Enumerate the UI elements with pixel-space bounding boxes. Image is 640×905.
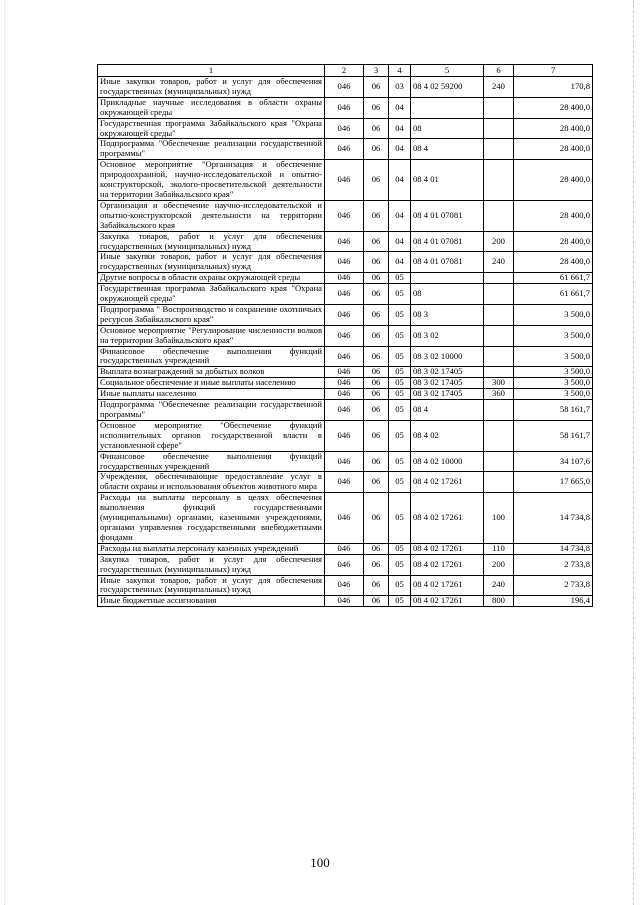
row-expense-type (484, 284, 514, 305)
row-amount: 28 400,0 (514, 200, 593, 231)
row-expense-type (484, 200, 514, 231)
row-amount: 3 500,0 (514, 389, 593, 400)
row-target-article: 08 4 02 17261 (411, 472, 484, 493)
row-name: Иные бюджетные ассигнования (98, 596, 325, 607)
row-target-article: 08 4 02 (411, 420, 484, 451)
row-expense-type (484, 472, 514, 493)
row-section: 06 (364, 284, 389, 305)
row-target-article: 08 3 (411, 304, 484, 325)
row-admin-code: 046 (325, 273, 364, 284)
row-amount: 3 500,0 (514, 325, 593, 346)
row-amount: 3 500,0 (514, 378, 593, 389)
row-subsection: 05 (389, 420, 411, 451)
row-admin-code: 046 (325, 97, 364, 118)
row-section: 06 (364, 304, 389, 325)
row-subsection: 04 (389, 252, 411, 273)
table-row (98, 139, 593, 160)
row-subsection: 04 (389, 97, 411, 118)
row-section: 06 (364, 97, 389, 118)
row-amount: 2 733,8 (514, 575, 593, 596)
row-section: 06 (364, 200, 389, 231)
row-name: Основное мероприятие "Обеспечение функций исполнительных органов государственной власти в установленной сфере" (98, 420, 325, 451)
row-section: 06 (364, 420, 389, 451)
row-expense-type: 110 (484, 543, 514, 554)
row-expense-type: 800 (484, 596, 514, 607)
row-amount: 61 661,7 (514, 273, 593, 284)
row-amount: 3 500,0 (514, 367, 593, 378)
row-amount: 170,8 (514, 77, 593, 98)
table-row (98, 472, 593, 493)
row-name: Основное мероприятие "Организация и обеспечение природоохранной, научно-исследовательской и опытно- конструкторской, эколого-просветительской деятельности на территории Забайкальского края" (98, 160, 325, 201)
row-admin-code: 046 (325, 284, 364, 305)
row-admin-code: 046 (325, 472, 364, 493)
row-name: Социальное обеспечение и иные выплаты населению (98, 378, 325, 389)
row-admin-code: 046 (325, 378, 364, 389)
row-name: Расходы на выплаты персоналу казенных учреждений (98, 543, 325, 554)
row-expense-type (484, 367, 514, 378)
row-section: 06 (364, 160, 389, 201)
row-subsection: 05 (389, 575, 411, 596)
row-target-article: 08 4 02 17261 (411, 554, 484, 575)
row-name: Государственная программа Забайкальского края "Охрана окружающей среды" (98, 118, 325, 139)
row-section: 06 (364, 596, 389, 607)
row-section: 06 (364, 325, 389, 346)
row-target-article: 08 3 02 17405 (411, 367, 484, 378)
row-admin-code: 046 (325, 367, 364, 378)
header-col-3: 3 (364, 65, 389, 77)
row-target-article: 08 4 01 07081 (411, 231, 484, 252)
row-subsection: 05 (389, 400, 411, 421)
row-section: 06 (364, 273, 389, 284)
row-section: 06 (364, 231, 389, 252)
row-amount: 58 161,7 (514, 420, 593, 451)
row-section: 06 (364, 543, 389, 554)
table-row (98, 575, 593, 596)
header-col-6: 6 (484, 65, 514, 77)
row-target-article: 08 4 02 59200 (411, 77, 484, 98)
row-admin-code: 046 (325, 400, 364, 421)
row-target-article: 08 4 02 17261 (411, 493, 484, 544)
table-row (98, 252, 593, 273)
row-admin-code: 046 (325, 554, 364, 575)
row-target-article: 08 4 02 17261 (411, 543, 484, 554)
table-row (98, 389, 593, 400)
row-admin-code: 046 (325, 596, 364, 607)
row-target-article: 08 3 02 10000 (411, 346, 484, 367)
row-target-article: 08 4 (411, 139, 484, 160)
row-admin-code: 046 (325, 493, 364, 544)
row-subsection: 05 (389, 346, 411, 367)
row-amount: 28 400,0 (514, 97, 593, 118)
header-col-7: 7 (514, 65, 593, 77)
row-expense-type (484, 97, 514, 118)
row-target-article: 08 4 (411, 400, 484, 421)
table-row (98, 118, 593, 139)
row-expense-type: 240 (484, 252, 514, 273)
row-amount: 28 400,0 (514, 118, 593, 139)
row-amount: 58 161,7 (514, 400, 593, 421)
table-row (98, 325, 593, 346)
row-admin-code: 046 (325, 346, 364, 367)
row-admin-code: 046 (325, 77, 364, 98)
row-section: 06 (364, 77, 389, 98)
row-target-article: 08 (411, 118, 484, 139)
row-expense-type (484, 346, 514, 367)
row-amount: 14 734,8 (514, 543, 593, 554)
row-subsection: 04 (389, 118, 411, 139)
row-target-article (411, 97, 484, 118)
row-section: 06 (364, 472, 389, 493)
row-subsection: 04 (389, 200, 411, 231)
row-admin-code: 046 (325, 139, 364, 160)
table-row (98, 596, 593, 607)
row-target-article: 08 4 02 17261 (411, 575, 484, 596)
row-subsection: 05 (389, 378, 411, 389)
row-expense-type: 360 (484, 389, 514, 400)
row-target-article: 08 4 01 (411, 160, 484, 201)
row-name: Иные закупки товаров, работ и услуг для обеспечения государственных (муниципальных) нужд (98, 252, 325, 273)
table-row (98, 304, 593, 325)
row-name: Иные выплаты населению (98, 389, 325, 400)
row-name: Выплата вознаграждений за добытых волков (98, 367, 325, 378)
row-name: Учреждения, обеспечивающие предоставление услуг в области охраны и использования объектов животного мира (98, 472, 325, 493)
row-subsection: 05 (389, 554, 411, 575)
row-expense-type (484, 451, 514, 472)
row-admin-code: 046 (325, 160, 364, 201)
row-target-article: 08 3 02 (411, 325, 484, 346)
row-amount: 61 661,7 (514, 284, 593, 305)
row-amount: 28 400,0 (514, 252, 593, 273)
row-name: Организация и обеспечение научно-исследовательской и опытно-конструкторской деятельности на территории Забайкальского края (98, 200, 325, 231)
table-row (98, 284, 593, 305)
table-row (98, 554, 593, 575)
table-row (98, 346, 593, 367)
row-name: Финансовое обеспечение выполнения функций государственных учреждений (98, 346, 325, 367)
row-expense-type (484, 420, 514, 451)
row-subsection: 05 (389, 325, 411, 346)
row-name: Закупка товаров, работ и услуг для обеспечения государственных (муниципальных) нужд (98, 554, 325, 575)
row-name: Другие вопросы в области охраны окружающей среды (98, 273, 325, 284)
row-expense-type (484, 273, 514, 284)
row-expense-type: 240 (484, 575, 514, 596)
row-name: Расходы на выплаты персоналу в целях обеспечения выполнения функций государственными (муниципальными) органами, казенными учреждениями, органами управления государственными внебюджетными фондами (98, 493, 325, 544)
table-row (98, 77, 593, 98)
row-section: 06 (364, 346, 389, 367)
row-expense-type: 200 (484, 231, 514, 252)
scan-edge-right (632, 0, 634, 905)
row-subsection: 04 (389, 160, 411, 201)
row-admin-code: 046 (325, 325, 364, 346)
table-row (98, 543, 593, 554)
row-target-article: 08 4 01 07081 (411, 252, 484, 273)
row-subsection: 05 (389, 304, 411, 325)
row-section: 06 (364, 575, 389, 596)
row-name: Прикладные научные исследования в области охраны окружающей среды (98, 97, 325, 118)
header-col-4: 4 (389, 65, 411, 77)
row-amount: 28 400,0 (514, 231, 593, 252)
table-body (98, 77, 593, 607)
row-section: 06 (364, 493, 389, 544)
row-target-article: 08 3 02 17405 (411, 389, 484, 400)
row-section: 06 (364, 554, 389, 575)
row-name: Финансовое обеспечение выполнения функций государственных учреждений (98, 451, 325, 472)
row-subsection: 05 (389, 389, 411, 400)
row-name: Закупка товаров, работ и услуг для обеспечения государственных (муниципальных) нужд (98, 231, 325, 252)
row-expense-type: 200 (484, 554, 514, 575)
row-admin-code: 046 (325, 389, 364, 400)
row-section: 06 (364, 252, 389, 273)
table-row (98, 231, 593, 252)
table-row (98, 200, 593, 231)
row-target-article: 08 4 01 07081 (411, 200, 484, 231)
row-expense-type (484, 160, 514, 201)
row-name: Иные закупки товаров, работ и услуг для обеспечения государственных (муниципальных) нужд (98, 575, 325, 596)
row-name: Подпрограмма "Обеспечение реализации государственной программы" (98, 400, 325, 421)
row-subsection: 04 (389, 139, 411, 160)
row-amount: 2 733,8 (514, 554, 593, 575)
row-subsection: 05 (389, 273, 411, 284)
row-section: 06 (364, 367, 389, 378)
row-amount: 34 107,6 (514, 451, 593, 472)
row-section: 06 (364, 139, 389, 160)
row-target-article: 08 4 02 10000 (411, 451, 484, 472)
row-subsection: 05 (389, 367, 411, 378)
row-expense-type (484, 304, 514, 325)
table-row (98, 451, 593, 472)
page-number: 100 (310, 855, 330, 870)
header-col-2: 2 (325, 65, 364, 77)
row-amount: 28 400,0 (514, 139, 593, 160)
row-admin-code: 046 (325, 543, 364, 554)
row-name: Подпрограмма " Воспроизводство и сохранение охотничьих ресурсов Забайкальского края" (98, 304, 325, 325)
row-admin-code: 046 (325, 575, 364, 596)
row-admin-code: 046 (325, 252, 364, 273)
row-admin-code: 046 (325, 451, 364, 472)
header-col-1: 1 (98, 65, 325, 77)
row-admin-code: 046 (325, 420, 364, 451)
table-header (98, 65, 593, 77)
row-expense-type: 300 (484, 378, 514, 389)
row-subsection: 05 (389, 596, 411, 607)
table-row (98, 273, 593, 284)
table-row (98, 160, 593, 201)
row-expense-type (484, 118, 514, 139)
row-subsection: 05 (389, 472, 411, 493)
row-section: 06 (364, 118, 389, 139)
row-subsection: 04 (389, 231, 411, 252)
header-row (98, 65, 593, 77)
row-target-article: 08 4 02 17261 (411, 596, 484, 607)
row-subsection: 05 (389, 543, 411, 554)
row-name: Иные закупки товаров, работ и услуг для обеспечения государственных (муниципальных) нужд (98, 77, 325, 98)
row-expense-type (484, 400, 514, 421)
row-amount: 14 734,8 (514, 493, 593, 544)
row-amount: 28 400,0 (514, 160, 593, 201)
row-name: Основное мероприятие "Регулирование численности волков на территории Забайкальского края" (98, 325, 325, 346)
row-expense-type (484, 139, 514, 160)
row-expense-type (484, 325, 514, 346)
row-admin-code: 046 (325, 200, 364, 231)
row-admin-code: 046 (325, 304, 364, 325)
row-expense-type: 100 (484, 493, 514, 544)
row-subsection: 03 (389, 77, 411, 98)
row-admin-code: 046 (325, 118, 364, 139)
row-target-article: 08 3 02 17405 (411, 378, 484, 389)
row-amount: 3 500,0 (514, 346, 593, 367)
table-row (98, 400, 593, 421)
table-row (98, 378, 593, 389)
row-target-article: 08 (411, 284, 484, 305)
row-subsection: 05 (389, 451, 411, 472)
row-expense-type: 240 (484, 77, 514, 98)
budget-table (97, 64, 593, 607)
scan-edge-left (4, 0, 6, 905)
row-name: Государственная программа Забайкальского края "Охрана окружающей среды" (98, 284, 325, 305)
row-subsection: 05 (389, 284, 411, 305)
row-section: 06 (364, 400, 389, 421)
table-row (98, 97, 593, 118)
row-admin-code: 046 (325, 231, 364, 252)
row-amount: 3 500,0 (514, 304, 593, 325)
table-row (98, 493, 593, 544)
row-amount: 196,4 (514, 596, 593, 607)
row-target-article (411, 273, 484, 284)
table-row (98, 420, 593, 451)
row-section: 06 (364, 451, 389, 472)
row-amount: 17 665,0 (514, 472, 593, 493)
table-row (98, 367, 593, 378)
row-name: Подпрограмма "Обеспечение реализации государственной программы" (98, 139, 325, 160)
row-section: 06 (364, 389, 389, 400)
header-col-5: 5 (411, 65, 484, 77)
row-section: 06 (364, 378, 389, 389)
row-subsection: 05 (389, 493, 411, 544)
